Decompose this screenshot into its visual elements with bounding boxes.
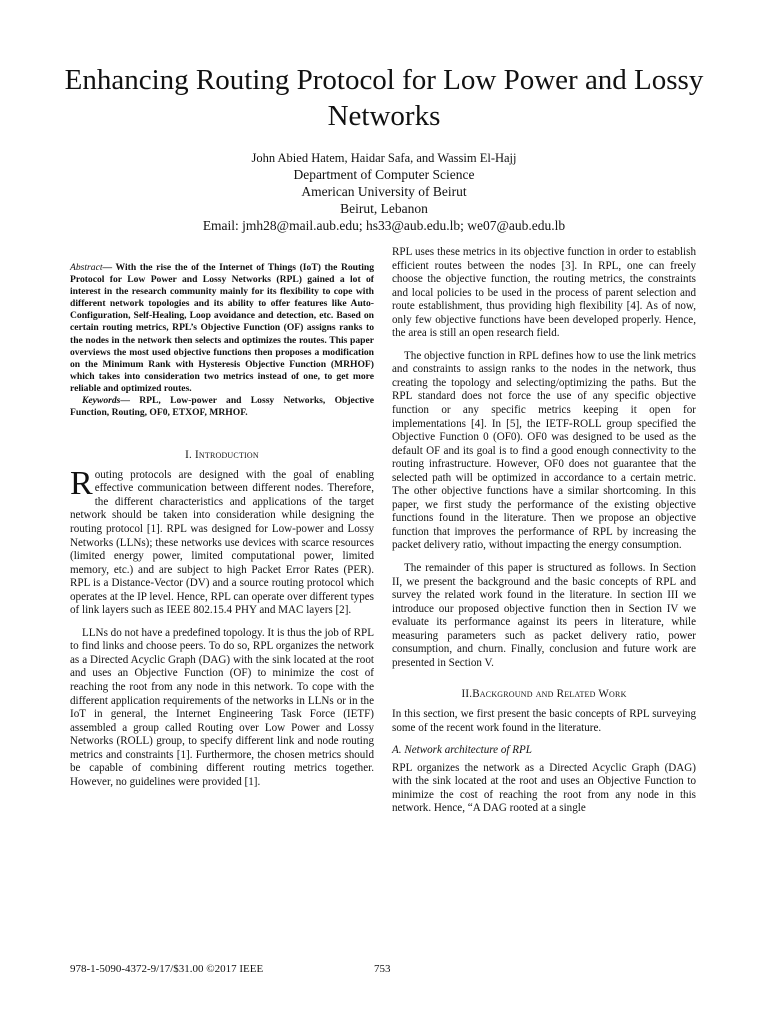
right-paragraph-1: RPL uses these metrics in its objective function in order to establish efficient routes between the nodes [3]. In RPL, one can freely choose the objective function, the routing metrics, the constraints and local policies to be used in the process of parent selection and route establishment, thus providing high flexibility [4]. As of now, only few objective functions have been developed properly. Hence, the area is still an open research field.	[392, 246, 696, 340]
network-architecture-paragraph: RPL organizes the network as a Directed Acyclic Graph (DAG) with the sink located at the root and uses an Objective Function to minimize the cost of reaching the root from any node in this network. Hence, “A DAG rooted at a single	[392, 761, 696, 815]
abstract-text: — With the rise the of the Internet of Things (IoT) the Routing Protocol for Low Power and Lossy Networks (RPL) gained a lot of interest in the research community mainly for its flexibility to cope with different network topologies and its ability to offer features like Auto-Configuration, Self-Healing, Loop avoidance and detection, etc. Based on certain routing metrics, RPL’s Objective Function (OF) assigns ranks to the nodes in the network then selects and optimizes the routes. This paper overviews the most used objective functions then proposes a modification on the Minimum Rank with Hysteresis Objective Function (MRHOF) which takes into consideration two metrics instead of one, to get more reliable and optimized routes.	[70, 262, 374, 394]
university: American University of Beirut	[301, 184, 467, 199]
section-heading-introduction	[70, 449, 374, 463]
intro-paragraph-2: LLNs do not have a predefined topology. It is thus the job of RPL to find links and choose peers. To do so, RPL organizes the network as a Directed Acyclic Graph (DAG) with the sink located at the root and uses an Objective Function (OF) to minimize the cost of reaching the root from any node in this network. To cope with the different application requirements of the networks in LLNs or in the IoT in general, the Internet Engineering Task Force (IETF) assembled a group called Routing over Low Power and Lossy Networks (ROLL) group, to specify different link and node routing metrics and constraints [1]. Furthermore, the chosen metrics should be capable of combining different routing metrics together. However, no guidelines were provided [1].	[70, 626, 374, 788]
section-title: Background and Related Work	[472, 688, 627, 701]
section-number: I.	[185, 449, 195, 462]
intro-paragraph-1	[70, 464, 374, 618]
right-paragraph-2: The objective function in RPL defines how to use the link metrics and constraints to assign ranks to the nodes in the network, thus creating the topology and selecting/optimizing the paths. But the RPL standard does not force the use of any specific objective function or any specific metrics keeping it open for implementations [4]. In [5], the IETF-ROLL group specified the Objective Function 0 (OF0). OF0 was designed to be used as the default OF and its goal is to find a good enough connectivity to the routing infrastructure. However, OF0 does not guarantee that the selected path will be optimized in accordance to a certain metric. The other objective functions have a similar shortcoming. In this paper, we first study the performance of the existing objective functions found in the literature. Then we propose an objective function that improves the performance of RPL by increasing the packet delivery ratio, without impacting the energy consumption.	[392, 349, 696, 552]
copyright-line: 978-1-5090-4372-9/17/$31.00 ©2017 IEEE	[70, 963, 264, 975]
section-title: Introduction	[194, 449, 259, 462]
paragraph-text: outing protocols are designed with the goal of enabling effective communication between different nodes. Therefore, the different characteristics and applications of the target network should be taken into consideration while designing the routing protocol [1]. RPL was designed for Low-power and Lossy Networks (LLNs); these networks use devices with scarce resources (limited energy power, limited computational power, limited memory, etc.) and are subject to high Packet Error Rates (PER). RPL is a Distance-Vector (DV) and a source routing protocol which operates at the IP level. Hence, RPL can operate over different types of link layers such as IEEE 802.15.4 PHY and MAC layers [2].	[70, 468, 374, 617]
keywords-text: — RPL, Low-power and Lossy Networks, Objective Function, Routing, OF0, ETXOF, MRHOF.	[70, 395, 374, 419]
page-number: 753	[374, 963, 391, 975]
section-number: II.	[461, 688, 473, 701]
background-paragraph-1: In this section, we first present the basic concepts of RPL surveying some of the recent work found in the literature.	[392, 707, 696, 734]
paper-title: Enhancing Routing Protocol for Low Power and Lossy Networks	[64, 64, 704, 132]
abstract-label: Abstract	[70, 262, 103, 273]
email-line: Email: jmh28@mail.aub.edu; hs33@aub.edu.lb; we07@aub.edu.lb	[202, 218, 566, 233]
abstract-block	[70, 262, 374, 419]
drop-cap: R	[70, 464, 93, 502]
keywords-label: Keywords	[82, 395, 121, 407]
section-heading-background	[392, 688, 696, 702]
left-column	[70, 262, 374, 798]
location: Beirut, Lebanon	[340, 201, 428, 216]
subsection-heading-network-architecture: A. Network architecture of RPL	[392, 744, 532, 757]
department: Department of Computer Science	[293, 167, 475, 182]
author-list: John Abied Hatem, Haidar Safa, and Wassim El-Hajj	[251, 151, 517, 165]
right-paragraph-3: The remainder of this paper is structured as follows. In Section II, we present the background and the basic concepts of RPL and survey the related work found in the literature. In section III we introduce our proposed objective function then in Section IV we evaluate its performance against its peers in literature, while measuring parameters such as packet delivery ratio, power consumption, and churn. Finally, conclusion and future work are presented in Section V.	[392, 562, 696, 669]
right-column	[392, 246, 696, 825]
affiliation-block	[60, 166, 708, 234]
